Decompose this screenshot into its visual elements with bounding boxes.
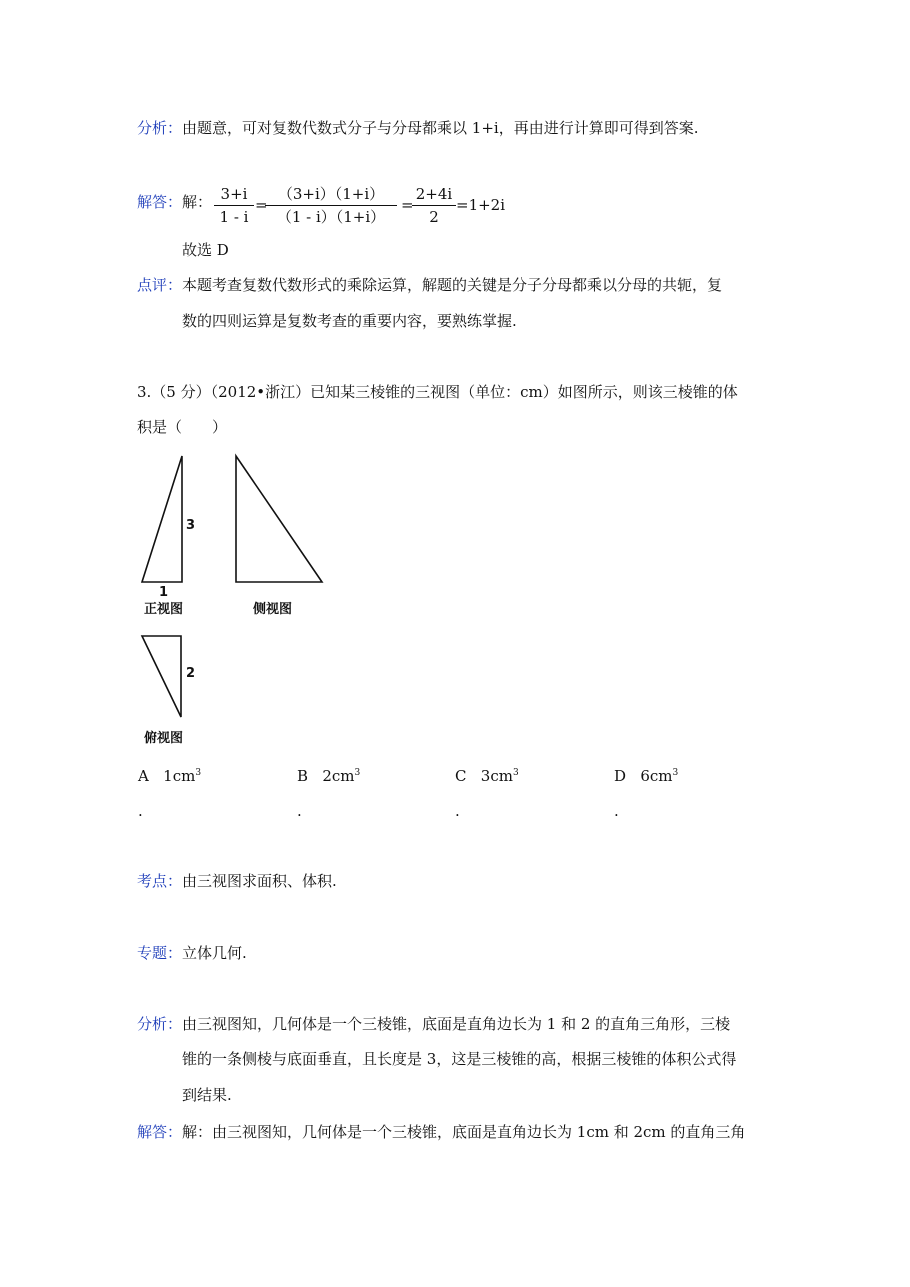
option-b[interactable] [297,767,360,785]
zhuanti-text: 立体几何. [182,944,247,962]
zhuanti-label: 专题： [137,944,183,962]
option-b-dot: . [297,802,302,820]
option-d-value: 6cm [640,767,673,785]
analysis-text: 由题意，可对复数代数式分子与分母都乘以 1+i，再由进行计算即可得到答案. [182,119,699,137]
fraction-1-numerator: 3+i [220,185,248,203]
question-line-2: 积是（ ） [137,418,228,436]
side-view-triangle [236,456,322,582]
option-c-letter: C [455,767,467,785]
side-view-label: 侧视图 [253,602,293,617]
top-view-triangle [142,636,181,717]
fraction-3 [412,184,456,227]
zhuanti-row [137,944,247,962]
fraction-1-denominator: 1 - i [219,208,249,226]
fraction-3-numerator: 2+4i [415,185,453,203]
analysis-label: 分析： [137,119,183,137]
front-height-label: 3 [186,518,196,533]
option-a-exp: 3 [195,768,202,778]
option-d-dot: . [614,802,619,820]
analysis-row-2 [137,1015,730,1033]
fraction-3-denominator: 2 [429,208,439,226]
option-b-letter: B [297,767,309,785]
front-view-triangle [142,456,182,582]
analysis-line-2: 锥的一条侧棱与底面垂直，且长度是 3，这是三棱锥的高，根据三棱锥的体积公式得 [182,1050,737,1068]
analysis-line-3: 到结果. [182,1086,232,1104]
choice-text: 故选 D [182,241,229,259]
option-d[interactable] [614,767,678,785]
option-c-value: 3cm [480,767,513,785]
option-b-exp: 3 [354,768,361,778]
equals-2: = [401,196,414,214]
kaodian-text: 由三视图求面积、体积. [182,872,337,890]
solution-row-2 [137,1123,745,1141]
solution-prefix: 解： [182,193,213,211]
front-view-label: 正视图 [144,602,184,617]
solution-line-1: 解：由三视图知，几何体是一个三棱锥，底面是直角边长为 1cm 和 2cm 的直角三角 [182,1123,746,1141]
fraction-2-numerator: （3+i）（1+i） [277,185,385,203]
top-height-label: 2 [186,666,196,681]
front-base-label: 1 [159,585,169,600]
solution-label-2: 解答： [137,1123,183,1141]
option-c[interactable] [455,767,519,785]
kaodian-label: 考点： [137,872,183,890]
solution-label-1: 解答：解： [137,193,213,211]
analysis-line-1: 由三视图知，几何体是一个三棱锥，底面是直角边长为 1 和 2 的直角三角形，三棱 [182,1015,731,1033]
comment-label: 点评： [137,276,183,294]
result-text: =1+2i [456,196,506,214]
analysis-row-1 [137,119,698,137]
option-a[interactable] [138,767,201,785]
comment-line-2: 数的四则运算是复数考查的重要内容，要熟练掌握. [182,312,517,330]
fraction-2 [265,184,397,227]
option-d-letter: D [614,767,627,785]
option-c-exp: 3 [512,768,519,778]
kaodian-row [137,872,337,890]
option-a-value: 1cm [163,767,196,785]
option-d-exp: 3 [672,768,679,778]
fraction-1 [214,184,254,227]
analysis-label-2: 分析： [137,1015,183,1033]
comment-row-1 [137,276,722,294]
top-view-label: 俯视图 [144,731,184,746]
question-line-1: 3.（5 分）（2012•浙江）已知某三棱锥的三视图（单位：cm）如图所示，则该三棱锥的体 [137,383,738,401]
comment-line-1: 本题考查复数代数形式的乘除运算，解题的关键是分子分母都乘以分母的共轭，复 [182,276,723,294]
option-a-dot: . [138,802,143,820]
option-c-dot: . [455,802,460,820]
option-b-value: 2cm [322,767,355,785]
option-a-letter: A [138,767,149,785]
fraction-2-denominator: （1 - i）（1+i） [276,208,386,226]
equals-1: = [255,196,268,214]
